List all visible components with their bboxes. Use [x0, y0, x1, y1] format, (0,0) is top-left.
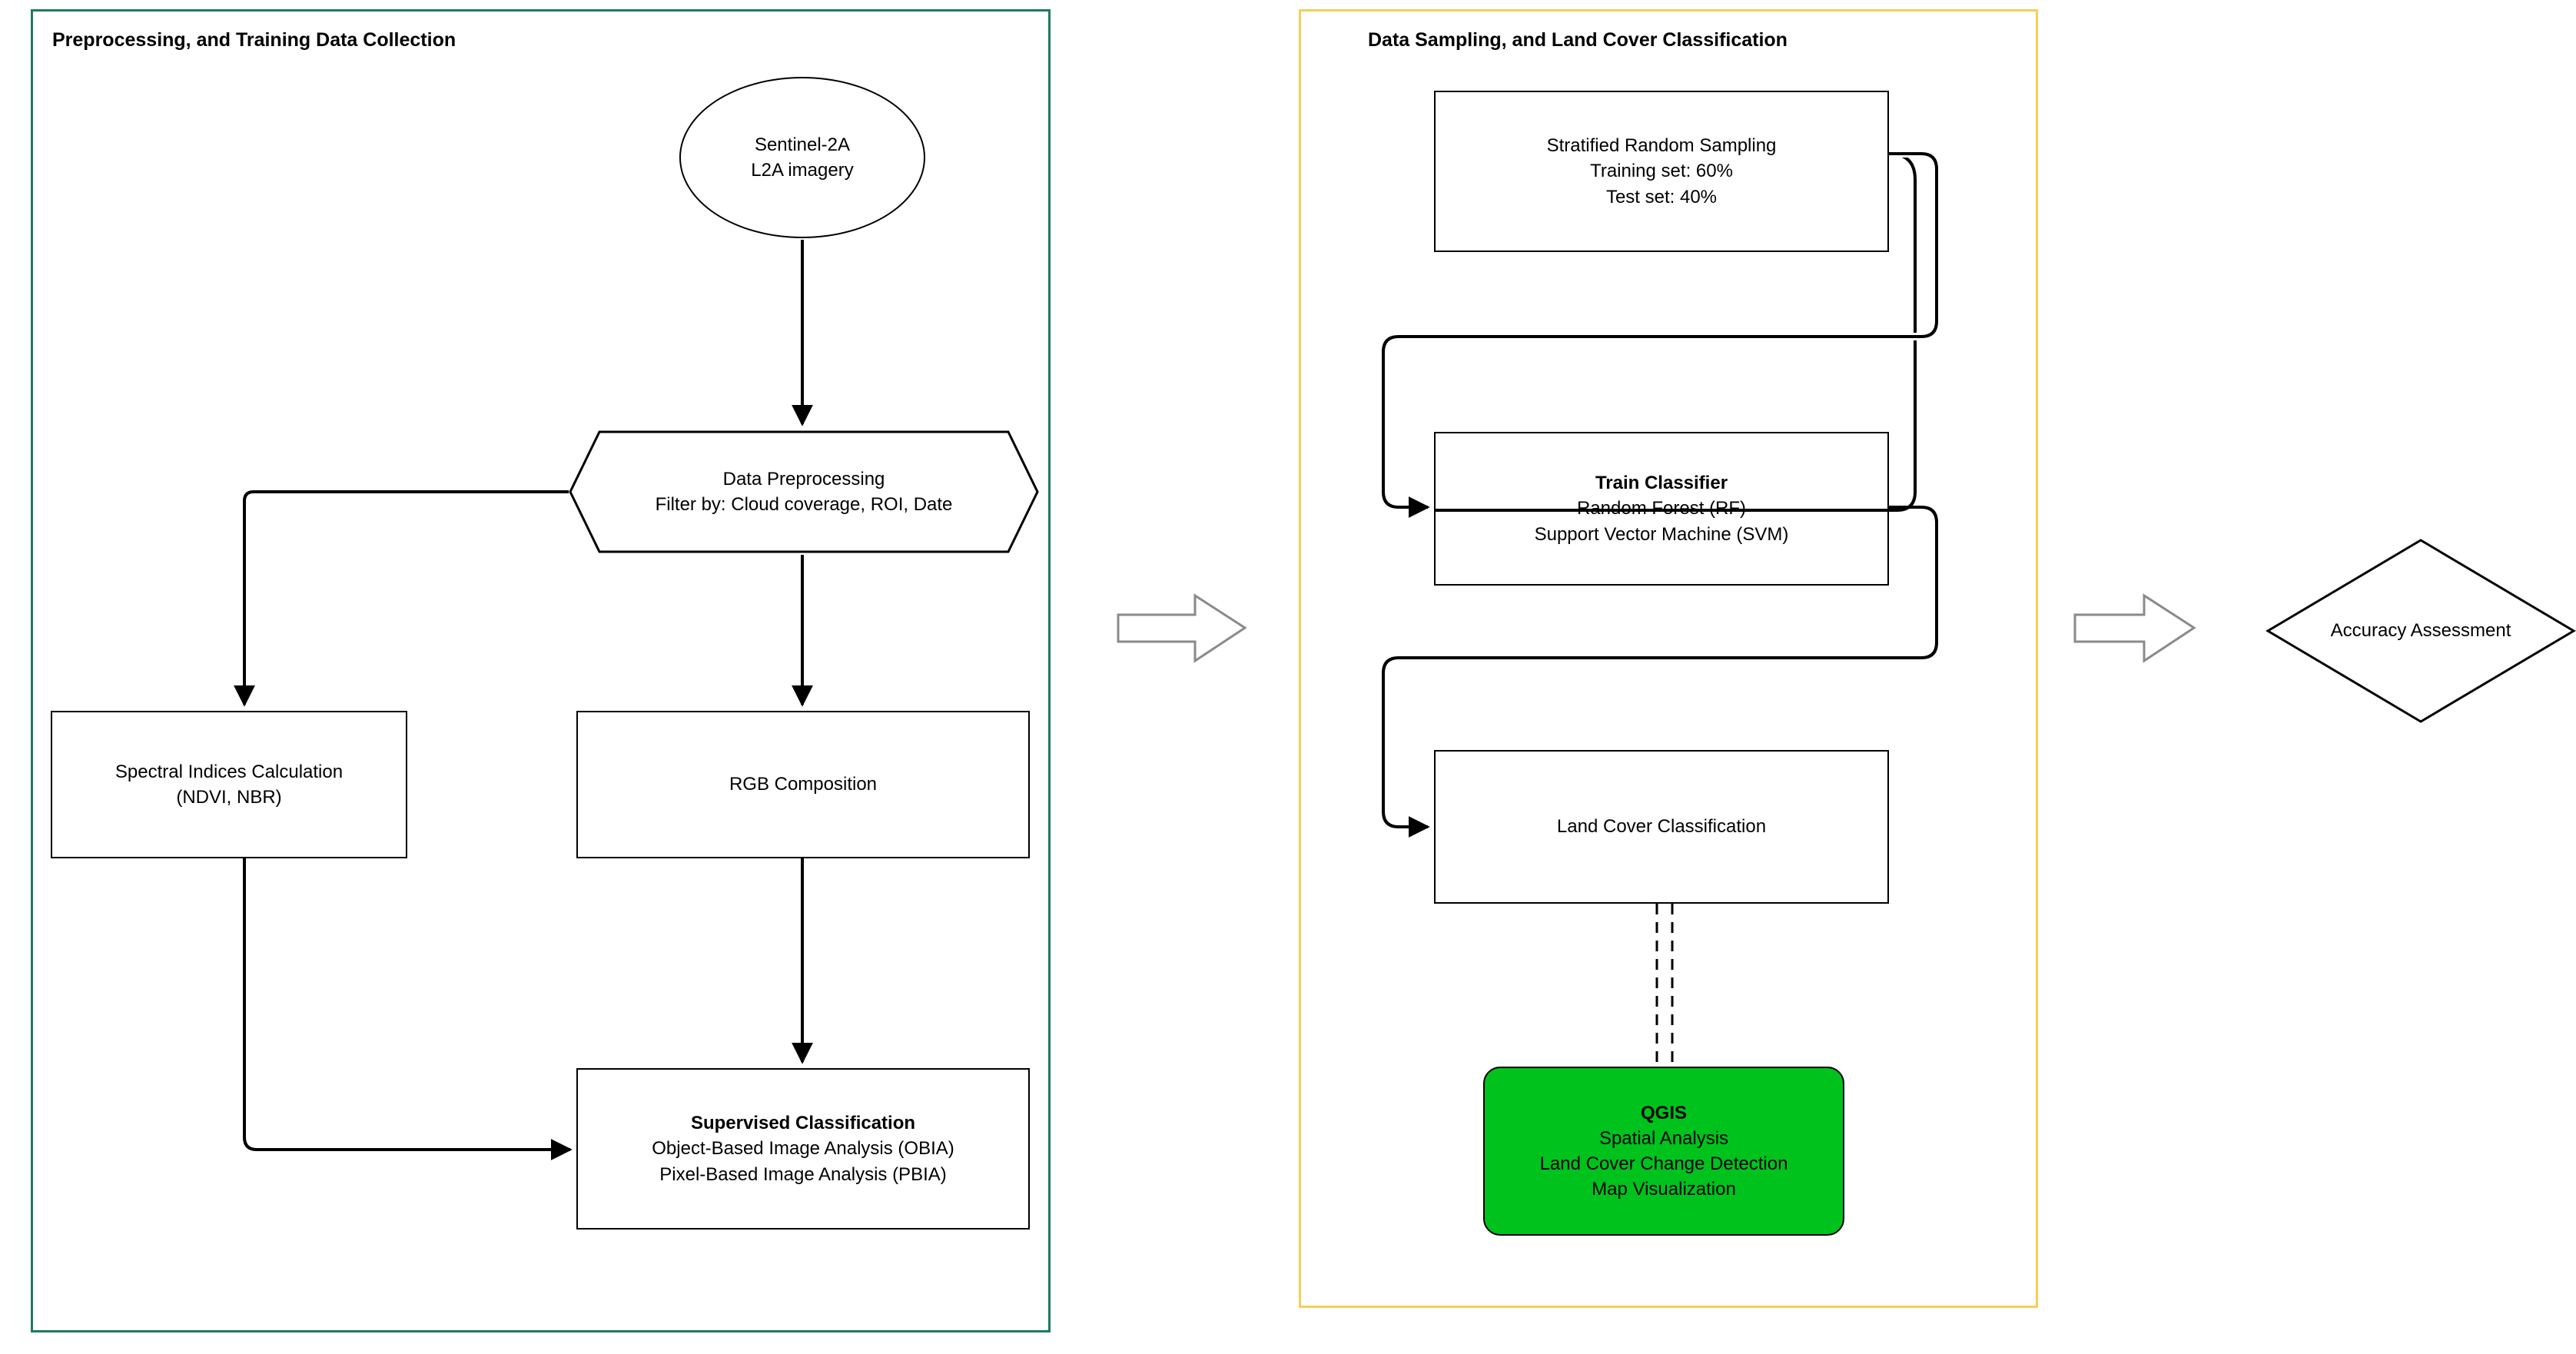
node-supervised-classification-line2: Object-Based Image Analysis (OBIA) [652, 1138, 954, 1160]
node-stratified-sampling-line2: Training set: 60% [1590, 161, 1733, 182]
node-qgis-line3: Land Cover Change Detection [1539, 1153, 1788, 1174]
node-spectral-indices-line1: Spectral Indices Calculation [115, 761, 344, 782]
node-train-classifier-line3: Support Vector Machine (SVM) [1534, 523, 1789, 545]
node-supervised-classification-line3: Pixel-Based Image Analysis (PBIA) [659, 1163, 947, 1185]
node-rgb-composition [576, 711, 1030, 858]
node-qgis [1483, 1067, 1844, 1236]
node-qgis-line4: Map Visualization [1592, 1179, 1736, 1200]
node-sentinel-source-line1: Sentinel-2A [754, 134, 851, 155]
node-sentinel-source [679, 77, 925, 238]
node-land-cover-classification [1434, 750, 1889, 904]
node-rgb-composition-line1: RGB Composition [729, 774, 878, 795]
node-stratified-sampling [1434, 91, 1889, 252]
node-supervised-classification [576, 1068, 1030, 1230]
node-train-classifier-line2: Random Forest (RF) [1576, 498, 1747, 519]
node-accuracy-assessment-label: Accuracy Assessment [2330, 620, 2511, 641]
node-land-cover-classification-line1: Land Cover Classification [1556, 816, 1767, 838]
panel-preprocessing-title: Preprocessing, and Training Data Collection [52, 29, 456, 51]
node-stratified-sampling-line3: Test set: 40% [1605, 186, 1718, 207]
panel-classification-title: Data Sampling, and Land Cover Classification [1368, 29, 1788, 51]
node-spectral-indices-line2: (NDVI, NBR) [176, 787, 282, 808]
node-sentinel-source-line2: L2A imagery [751, 160, 854, 181]
node-data-preprocessing-line1: Data Preprocessing [722, 468, 885, 489]
node-train-classifier [1434, 432, 1889, 586]
node-qgis-line2: Spatial Analysis [1598, 1127, 1729, 1149]
node-spectral-indices [51, 711, 407, 858]
node-data-preprocessing-line2: Filter by: Cloud coverage, ROI, Date [655, 494, 953, 515]
node-accuracy-assessment [2266, 538, 2576, 724]
node-stratified-sampling-line1: Stratified Random Sampling [1546, 135, 1777, 157]
node-qgis-line1: QGIS [1640, 1102, 1687, 1123]
node-supervised-classification-line1: Supervised Classification [690, 1113, 916, 1134]
node-data-preprocessing [569, 430, 1039, 553]
node-train-classifier-line1: Train Classifier [1595, 473, 1728, 494]
